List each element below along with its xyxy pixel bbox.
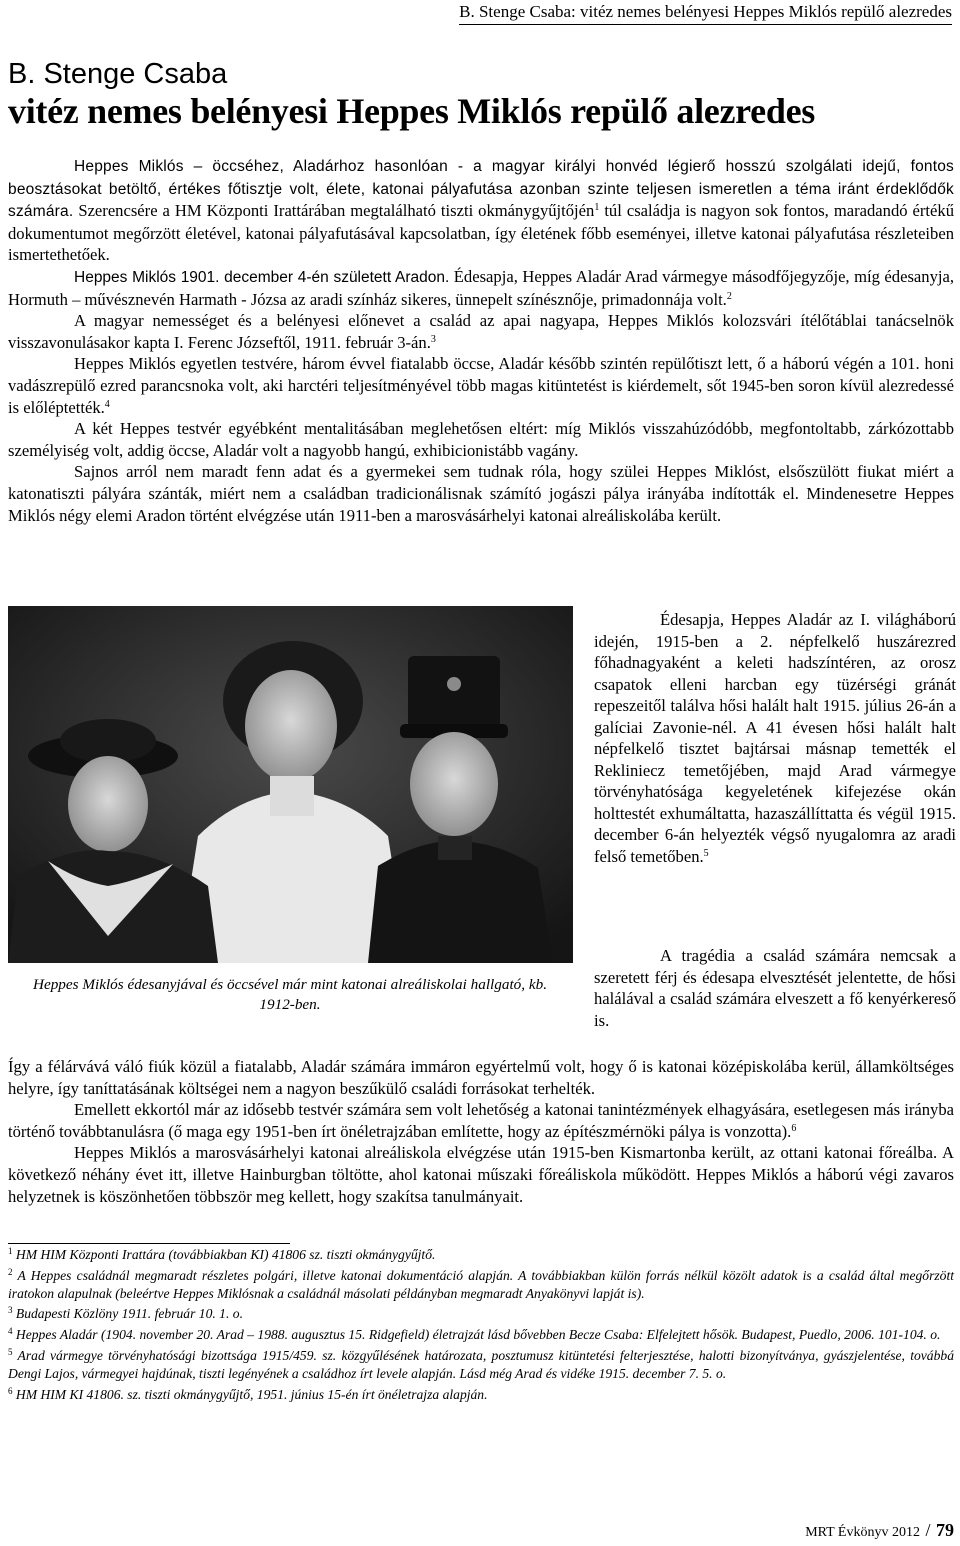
journal-name: MRT Évkönyv 2012 xyxy=(805,1525,920,1540)
paragraph-2-rest: Édesapja, Heppes Aladár Arad vármegye másodfőjegyzője, míg édesanyja, Hormuth – művésznevén Harmath - Józsa az aradi színház sikeres, ünnepelt színésznője, primadonnája volt. xyxy=(8,266,954,309)
side-paragraph-2: A tragédia a család számára nemcsak a szeretett férj és édesapa elvesztését jelentette, de hősi halálával a család számára elveszett a fő kenyérkereső is. xyxy=(594,946,956,1030)
paragraph-3 xyxy=(8,310,954,353)
paragraph-7: Így a félárvává váló fiúk közül a fiatalabb, Aladár számára immáron egyértelmű volt, hogy ő is katonai középiskolába kerül, államköltséges helyre, így taníttatásának költségei nem a nagyon beszűkülő családi forrásokat terhelték. xyxy=(8,1057,954,1098)
paragraph-1 xyxy=(8,155,954,266)
footnote-ref-5[interactable]: 5 xyxy=(703,847,709,859)
family-photo-illustration xyxy=(8,606,573,963)
footnote-number: 6 xyxy=(8,1385,13,1396)
footnote-text: Budapesti Közlöny 1911. február 10. 1. o. xyxy=(15,1306,243,1322)
paragraph-2 xyxy=(8,266,954,310)
side-column-2 xyxy=(594,945,956,1031)
footnote-1 xyxy=(8,1246,954,1264)
article-title: vitéz nemes belényesi Heppes Miklós repülő alezredes xyxy=(8,91,815,131)
page-folio xyxy=(805,1520,954,1541)
paragraph-9: Heppes Miklós a marosvásárhelyi katonai alreáliskola elvégzése után 1915-ben Kismartonba került, az ottani katonai főreálba. A következő néhány évet itt, illetve Hainburgban töltötte, ahol katonai műszaki főreáliskola működött. Heppes Miklós a háború végi zavaros helyzetnek is köszönhetően többször meg kellett, hogy szakítsa tanulmányait. xyxy=(8,1143,954,1206)
footnote-4 xyxy=(8,1326,954,1344)
paragraph-8 xyxy=(8,1099,954,1142)
family-photo xyxy=(8,606,573,963)
paragraph-6: Sajnos arról nem maradt fenn adat és a gyermekei sem tudnak róla, hogy szülei Heppes Miklóst, elsőszülött fiukat miért a katonatiszti pályára szánták, miért nem a családban tradicionálisnak számító jogászi pálya irányába indították el. Mindenesetre Heppes Miklós négy elemi Aradon történt elvégzése után 1911-ben a marosvásárhelyi katonai alreáliskolába került. xyxy=(8,462,954,525)
footnote-divider xyxy=(8,1243,290,1244)
paragraph-4 xyxy=(8,353,954,418)
paragraph-1-end: túl családja is nagyon sok fontos, maradandó értékű dokumentumot megőrzött életével, katonai pályafutásával kapcsolatban, így életének főbb eseményei, illetve katonai pályafutása részleteiben ismertethetőek. xyxy=(8,201,954,265)
footnote-ref-2[interactable]: 2 xyxy=(726,290,732,302)
side-column xyxy=(594,609,956,867)
article-body-top xyxy=(8,155,954,526)
paragraph-1-intro: Heppes Miklós – öccséhez, Aladárhoz hasonlóan - a magyar királyi honvéd légierő hosszú szolgálati idejű, fontos beosztásokat betöltő, értékes főtisztje volt, élete, katonai pályafutása azonban szinte teljesen ismeretlen a téma iránt érdeklődők számára. xyxy=(8,158,954,221)
footnote-5 xyxy=(8,1347,954,1384)
footnote-ref-3[interactable]: 3 xyxy=(430,333,436,345)
footnote-text: HM HIM KI 41806. sz. tiszti okmánygyűjtő, 1951. június 15-én írt önéletrajza alapján. xyxy=(15,1386,488,1402)
footnote-number: 1 xyxy=(8,1246,13,1256)
paragraph-3-text: A magyar nemességet és a belényesi előnevet a család az apai nagyapa, Heppes Miklós kolozsvári ítélőtáblai tanácselnök visszavonulásakor kapta I. Ferenc Józseftől, 1911. február 3-án. xyxy=(8,311,954,352)
footnote-ref-4[interactable]: 4 xyxy=(104,398,110,410)
footnote-text: HM HIM Központi Irattára (továbbiakban KI) 41806 sz. tiszti okmánygyűjtő. xyxy=(15,1247,436,1262)
paragraph-2-lead: Heppes Miklós 1901. december 4-én született Aradon. xyxy=(74,268,450,286)
footnote-6 xyxy=(8,1386,954,1404)
paragraph-1-middle: Szerencsére a HM Központi Irattárában megtalálható tiszti okmánygyűjtőjén xyxy=(73,201,595,221)
footnote-number: 4 xyxy=(8,1326,13,1337)
article-body-bottom xyxy=(8,1056,954,1207)
footnote-text: Arad vármegye törvényhatósági bizottsága 1915/459. sz. közgyűlésének határozata, posztumusz kitüntetési felterjesztése, halotti bizonyítványa, gyászjelentése, továbbá Dengi Lajos, vármegyei hajdúnak, tiszti legényének a családhoz írt levele alapján. Lásd még Arad és vidéke 1915. december 7. 5. o. xyxy=(8,1347,954,1381)
page-number: 79 xyxy=(936,1520,954,1540)
side-paragraph-1 xyxy=(594,609,956,867)
paragraph-8-text: Emellett ekkortól már az idősebb testvér számára sem volt lehetőség a katonai tanintézmények elhagyására, esetlegesen más irányba történő továbbtanulásra (ő maga egy 1951-ben írt önéletrajzában említette, hogy az építészmérnöki pálya is vonzotta). xyxy=(8,1100,954,1141)
footnote-number: 3 xyxy=(8,1305,13,1316)
footnote-number: 2 xyxy=(8,1266,13,1277)
footnotes xyxy=(8,1246,954,1406)
author-name: B. Stenge Csaba xyxy=(8,58,228,90)
footnote-number: 5 xyxy=(8,1346,13,1357)
footnote-text: A Heppes családnál megmaradt részletes polgári, illetve katonai dokumentáció alapján. A továbbiakban külön forrás nélkül közölt adatok is a család által megőrzött iratokon alapulnak (beleértve Heppes Miklósnak a családnál másolati példányban megmaradt Anyakönyvi lapját is). xyxy=(8,1267,955,1301)
paragraph-5: A két Heppes testvér egyébként mentalitásában meglehetősen eltért: míg Miklós visszahúzódóbb, megfontoltabb, zárkózottabb személyiség volt, addig öccse, Aladár volt a nagyobb hangú, exhibicionistább vagány. xyxy=(8,419,954,460)
folio-separator: / xyxy=(925,1520,931,1540)
footnote-text: Heppes Aladár (1904. november 20. Arad – 1988. augusztus 15. Ridgefield) életrajzát lásd bővebben Becze Csaba: Elfelejtett hősök. Budapest, Puedlo, 2006. 101-104. o. xyxy=(15,1327,941,1343)
footnote-ref-1[interactable]: 1 xyxy=(594,202,600,214)
footnote-2 xyxy=(8,1267,954,1304)
paragraph-4-text: Heppes Miklós egyetlen testvére, három évvel fiatalabb öccse, Aladár később szintén repülőtiszt lett, ő a háború végén a 101. honi vadászrepülő ezred parancsnoka volt, aki harctéri teljesítményével több magas kitüntetést is kiérdemelt, sőt 1945-ben soron kívül alezredessé is előléptették. xyxy=(8,354,954,417)
running-head: B. Stenge Csaba: vitéz nemes belényesi Heppes Miklós repülő alezredes xyxy=(459,2,952,25)
footnote-3 xyxy=(8,1305,954,1323)
footnote-ref-6[interactable]: 6 xyxy=(791,1122,797,1134)
side-paragraph-1-text: Édesapja, Heppes Aladár az I. világháború idején, 1915-ben a 2. népfelkelő huszárezred főhadnagyaként a keleti hadszíntéren, az orosz csapatok elleni harcban egy tüzérségi gránát repeszeitől találva hősi halált halt 1915. július 26-án a galíciai Zavonie-nél. A 41 évesen hősi halált halt népfelkelő tisztet bajtársai másnap temették el Rekliniecz temetőjében, majd Arad vármegye törvényhatósága kegyeletének kifejezése okán holttestét exhumáltatta, hazaszállíttatta és végül 1915. december 6-án helyezték végső nyugalomra az aradi felső temetőben. xyxy=(594,610,956,866)
photo-caption: Heppes Miklós édesanyjával és öccsével már mint katonai alreáliskolai hallgató, kb. 1912-ben. xyxy=(32,976,547,1013)
